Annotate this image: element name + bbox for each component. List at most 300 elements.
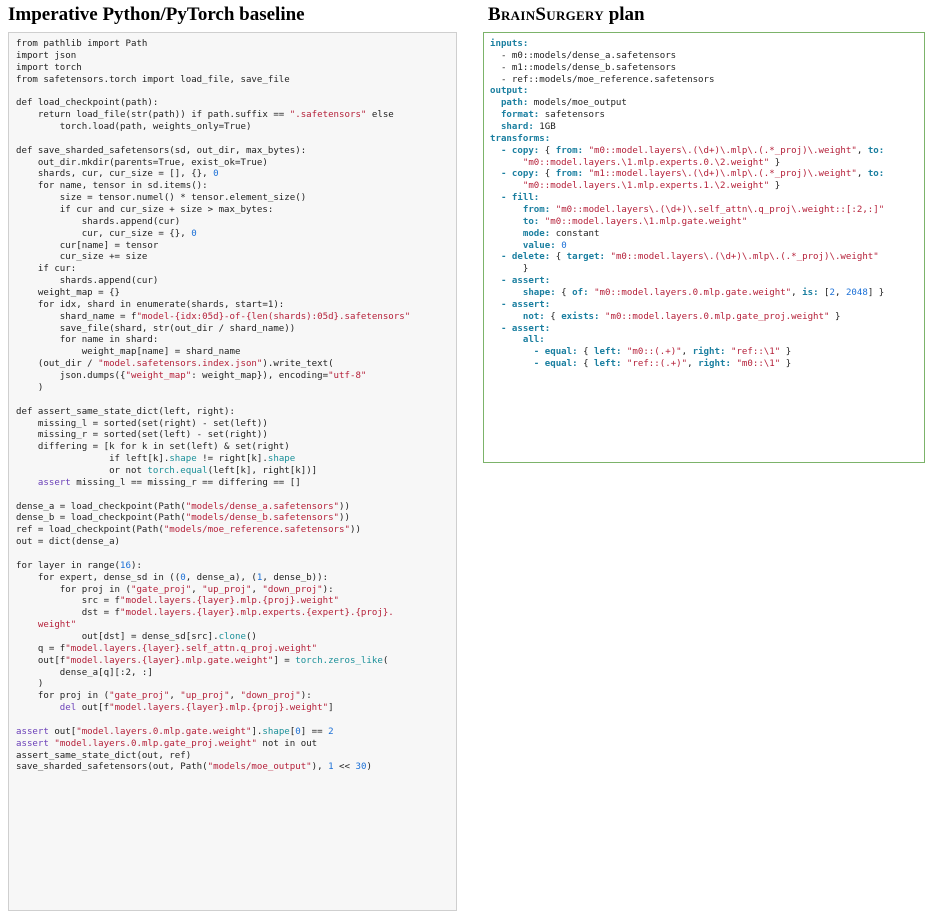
code-line [16,751,410,763]
code-line [16,478,410,490]
code-token: , [251,584,263,595]
code-token: "model.layers.{layer}.mlp.{proj}.weight" [109,703,329,714]
code-line [490,324,884,336]
code-token: torch.zeros_like [295,655,383,666]
code-token: of: [572,288,589,299]
code-token: 0 [295,726,301,737]
code-token: assert [16,738,49,749]
code-line [16,585,410,597]
code-token: out[f [16,655,66,666]
code-token: def save_sharded_safetensors(sd, out_dir, max_bytes): [16,145,307,156]
code-token: - copy: [490,145,540,156]
code-token: out = dict(dense_a) [16,537,121,548]
code-line [490,181,884,193]
code-line [16,537,410,549]
code-token: shape [267,454,296,465]
code-token: - assert: [490,299,551,310]
code-line [16,110,410,122]
code-line [16,715,410,727]
code-token: { [577,347,595,358]
code-token: 2 [328,726,334,737]
code-token: } [780,359,792,370]
code-token: not in out [256,738,318,749]
code-token: 16 [120,560,131,571]
code-token: ) [16,679,44,690]
code-line [490,276,884,288]
code-line [490,122,884,134]
code-token: weight_map[name] = shard_name [16,347,241,358]
code-token: output: [490,86,529,97]
code-token: [ [289,726,296,737]
code-token: cur_size += size [16,252,148,263]
code-line [16,727,410,739]
code-token: (out_dir / [16,359,99,370]
code-token: "m1::model.layers\.(\d+)\.mlp\.(.*_proj)\.weight" [588,169,857,180]
code-token: 2 [829,288,835,299]
code-line [16,454,410,466]
code-token: def load_checkpoint(path): [16,98,159,109]
code-token: to: [867,145,885,156]
code-token: from pathlib import Path [16,39,148,49]
code-token: missing_l == missing_r == differing == [] [70,477,301,488]
code-token: if left[k]. [16,454,170,465]
code-token: 30 [355,762,367,773]
code-token: )) [339,513,350,524]
code-line [16,229,410,241]
code-line [16,513,410,525]
code-token: missing_l = sorted(set(right) - set(left)) [16,418,268,429]
code-line [490,193,884,205]
code-token: for name, tensor in sd.items(): [16,181,208,192]
code-line [16,407,410,419]
code-token: or not [16,465,148,476]
code-token: 1 [328,762,334,773]
code-line [490,229,884,241]
code-token: 1 [256,572,263,583]
code-token: } [490,264,529,275]
code-token: "m0::model.layers\.(\d+)\.mlp\.(.*_proj)\.weight" [610,252,879,263]
code-token: to: [867,169,885,180]
code-token: ) [366,762,372,773]
code-token: "m0::model.layers.0.mlp.gate.weight" [594,288,792,299]
code-line [16,383,410,395]
code-token: shards.append(cur) [16,276,159,287]
code-line [490,146,884,158]
code-line [16,335,410,347]
code-token: "model.safetensors.index.json" [98,359,263,370]
code-token: right: [692,347,726,358]
code-token: , [835,288,846,299]
code-token: [ [818,288,830,299]
code-line [16,430,410,442]
code-token: if cur and cur_size + size > max_bytes: [16,205,274,216]
code-token: constant [550,228,600,239]
code-line [490,335,884,347]
code-token: assert [16,477,71,488]
code-token: 2048 [845,288,868,299]
code-line [16,288,410,300]
code-token: << [333,762,356,773]
code-token: save_sharded_safetensors(out, Path( [16,762,208,773]
code-token: - delete: [490,252,551,263]
code-token: "m0::model.layers.\1.mlp.gate.weight" [544,216,748,227]
code-token: "m0::model.layers\.(\d+)\.self_attn\.q_proj\.weight::[:2,:]" [555,205,885,216]
code-token: cur, cur_size = {}, [16,228,192,239]
code-token: for idx, shard in enumerate(shards, start=1): [16,299,285,310]
code-line [490,252,884,264]
code-token: all: [490,335,545,346]
code-token: ), [311,762,329,773]
code-token: target: [566,252,605,263]
code-token: "ref::(.+)" [626,359,688,370]
code-token: safetensors [539,110,605,121]
code-line [16,217,410,229]
code-line [16,573,410,585]
code-line [16,312,410,324]
code-line [490,205,884,217]
code-token: { [544,311,562,322]
code-line [490,312,884,324]
code-token: } [769,157,781,168]
code-line [490,39,884,51]
code-token: "model.layers.0.mlp.gate_proj.weight" [54,738,257,749]
code-token: out[f [76,703,110,714]
code-token: - m1::models/dense_b.safetensors [490,62,677,73]
code-token: 0 [561,240,567,251]
code-line [490,98,884,110]
code-line [16,502,410,514]
code-line [16,668,410,680]
code-token: for proj in ( [16,584,131,595]
code-token: { [539,145,556,156]
code-token: left: [594,347,622,358]
code-token: - fill: [490,193,540,204]
code-token: left: [594,359,622,370]
code-token: "gate_proj" [130,584,192,595]
code-token: } [829,311,841,322]
code-token: { [550,252,567,263]
code-token: { [577,359,595,370]
code-line [16,703,410,715]
code-token: - equal: [490,359,578,370]
code-line [16,442,410,454]
code-line [490,134,884,146]
code-token: != right[k]. [196,454,268,465]
code-token: clone [218,631,246,642]
code-token: transforms: [490,133,551,144]
code-token: : weight_map}), encoding= [191,371,329,382]
code-token: shard_name = f [16,311,137,322]
code-line [16,762,410,774]
code-token: del [16,703,77,714]
code-token: exists: [561,311,600,322]
code-token: { [555,288,573,299]
code-line [490,169,884,181]
right-panel-title [488,4,645,26]
code-line [16,620,410,632]
left-panel-title: Imperative Python/PyTorch baseline [8,4,305,25]
code-token: "weight_map" [125,371,192,382]
code-token: "ref::\1" [730,347,781,358]
python-code-block [16,39,410,774]
code-token: shards, cur, cur_size = [], {}, [16,169,214,180]
plan-code-block [490,39,884,371]
code-token: def assert_same_state_dict(left, right): [16,406,235,417]
code-line [16,134,410,146]
code-line [490,217,884,229]
code-token: save_file(shard, str(out_dir / shard_name)) [16,323,296,334]
code-token: else [366,110,394,121]
code-token: "model.layers.{layer}.mlp.gate.weight" [65,655,274,666]
code-token: - m0::models/dense_a.safetensors [490,50,677,61]
code-token: , [169,691,181,702]
code-line [16,608,410,620]
code-line [16,63,410,75]
code-token: , [856,145,868,156]
code-token: 0 [180,572,186,583]
code-line [490,51,884,63]
code-token: not: [490,311,545,322]
code-line [490,110,884,122]
code-token: "m0::model.layers.0.mlp.gate_proj.weight" [605,311,830,322]
code-token: "down_proj" [262,584,323,595]
code-token: for name in shard: [16,335,159,346]
code-token: q = f [16,643,66,654]
code-line [490,86,884,98]
code-token: "model.layers.{layer}.mlp.experts.{expert}.{proj}. [120,608,394,619]
code-token: "m0::(.+)" [626,347,682,358]
code-token: path: [490,98,529,109]
code-token: "m0::model.layers.\1.mlp.experts.1.\2.weight" [490,181,770,192]
code-line [16,395,410,407]
code-line [16,644,410,656]
code-token: out[dst] = dense_sd[src]. [16,631,219,642]
code-token: shape: [490,288,556,299]
code-line [16,549,410,561]
code-token: src = f [16,596,121,607]
code-token: "models/dense_b.safetensors" [185,513,340,524]
code-token: ): [322,584,334,595]
code-line [16,205,410,217]
code-line [16,51,410,63]
code-token: "m0::\1" [736,359,781,370]
code-line [16,146,410,158]
code-token: "m0::model.layers\.(\d+)\.mlp\.(.*_proj)\.weight" [588,145,857,156]
code-line [16,169,410,181]
code-token: ref = load_checkpoint(Path( [16,525,164,536]
code-token: out[ [48,726,77,737]
code-token: import json [16,50,77,61]
code-token: - copy: [490,169,540,180]
code-token: ]. [251,726,263,737]
code-line [16,241,410,253]
code-line [16,359,410,371]
code-token: "model-{idx:05d}-of-{len(shards):05d}.safetensors" [136,311,411,322]
code-token: "utf-8" [328,371,367,382]
code-token: shard: [490,122,534,133]
code-line [490,63,884,75]
code-token: "up_proj" [180,691,230,702]
right-panel-title-caps: BrainSurgery [488,4,604,25]
code-token: size = tensor.numel() * tensor.element_size() [16,193,307,204]
code-token: , dense_a), ( [185,572,257,583]
code-token: () [245,631,257,642]
code-token: , [229,691,241,702]
code-token: - equal: [490,347,578,358]
code-token: weight" [16,620,77,631]
code-token: , [856,169,868,180]
code-token: )) [339,501,350,512]
code-token: if cur: [16,264,77,275]
code-token: value: [490,240,556,251]
plan-code-panel [483,32,925,463]
code-token: } [769,181,781,192]
code-token: )) [349,525,361,536]
code-token: ): [130,560,142,571]
code-token: "gate_proj" [109,691,170,702]
code-token: "models/dense_a.safetensors" [185,501,340,512]
code-token: shape [262,726,290,737]
code-token: ] [328,703,334,714]
code-line [16,561,410,573]
code-token: ] = [273,655,296,666]
code-token: models/moe_output [528,98,627,109]
code-token: - assert: [490,323,551,334]
code-token: inputs: [490,39,529,49]
python-code-panel [8,32,457,911]
code-line [16,525,410,537]
code-token: 0 [191,228,197,239]
code-line [16,466,410,478]
code-token: , [687,359,699,370]
code-token: - assert: [490,276,551,287]
code-token: return load_file(str(path)) if path.suffix == [16,110,290,121]
code-token: "models/moe_reference.safetensors" [163,525,350,536]
code-token: dense_a = load_checkpoint(Path( [16,501,186,512]
code-token: ".safetensors" [289,110,367,121]
code-token: "down_proj" [240,691,301,702]
code-line [16,419,410,431]
code-token: cur[name] = tensor [16,240,159,251]
code-token: , [791,288,803,299]
code-token: ).write_text( [262,359,334,370]
code-token: dense_a[q][:2, :] [16,667,153,678]
code-line [16,86,410,98]
code-line [490,241,884,253]
code-line [16,490,410,502]
code-line [16,39,410,51]
code-token: ] } [867,288,885,299]
code-token: for layer in range( [16,560,121,571]
code-token: } [780,347,792,358]
code-token: "model.layers.{layer}.mlp.{proj}.weight" [120,596,340,607]
code-token: format: [490,110,540,121]
code-token: - ref::models/moe_reference.safetensors [490,74,715,85]
code-line [490,264,884,276]
code-line [16,193,410,205]
code-token: dst = f [16,608,121,619]
code-token: is: [802,288,819,299]
code-line [490,347,884,359]
code-line [490,288,884,300]
code-line [16,122,410,134]
code-line [16,739,410,751]
code-token: torch.equal [147,465,208,476]
code-line [16,98,410,110]
code-token: shards.append(cur) [16,216,181,227]
code-token: differing = [k for k in set(left) & set(right) [16,442,290,453]
code-token: ) [16,382,44,393]
code-token: from: [555,169,584,180]
code-line [490,359,884,371]
code-line [16,324,410,336]
code-line [490,75,884,87]
code-token: shape [169,454,197,465]
code-token: { [539,169,556,180]
code-token: "model.layers.0.mlp.gate.weight" [76,726,252,737]
code-line [490,300,884,312]
code-line [16,181,410,193]
code-token: dense_b = load_checkpoint(Path( [16,513,186,524]
code-line [490,158,884,170]
code-token: 0 [213,169,219,180]
code-token: ): [300,691,312,702]
code-token: torch.load(path, weights_only=True) [16,122,252,133]
code-line [16,679,410,691]
code-token: import torch [16,62,82,73]
code-token: right: [698,359,731,370]
code-token: for expert, dense_sd in (( [16,572,181,583]
code-line [16,632,410,644]
code-token: assert [16,726,49,737]
code-token: , dense_b)): [262,572,329,583]
right-panel-title-rest: plan [603,4,645,25]
code-token: for proj in ( [16,691,110,702]
code-line [16,691,410,703]
code-token: mode: [490,228,551,239]
code-line [16,264,410,276]
code-token: weight_map = {} [16,288,121,299]
code-line [16,300,410,312]
code-token: 1GB [533,122,556,133]
code-token: out_dir.mkdir(parents=True, exist_ok=True) [16,157,268,168]
code-token: "model.layers.{layer}.self_attn.q_proj.weight" [65,643,318,654]
code-token: from: [555,145,584,156]
code-line [16,596,410,608]
code-token: json.dumps({ [16,371,126,382]
code-line [16,276,410,288]
code-token: (left[k], right[k])] [207,465,318,476]
code-token: "m0::model.layers.\1.mlp.experts.0.\2.weight" [490,157,770,168]
code-token: to: [490,216,540,227]
code-line [16,656,410,668]
code-token: from safetensors.torch import load_file, save_file [16,74,290,85]
code-token: "up_proj" [202,584,252,595]
code-line [16,347,410,359]
code-token: from: [490,205,551,216]
code-token: assert_same_state_dict(out, ref) [16,750,192,761]
code-token: , [191,584,203,595]
code-line [16,158,410,170]
code-token: "models/moe_output" [207,762,312,773]
code-token: ] == [300,726,329,737]
code-line [16,75,410,87]
code-token: missing_r = sorted(set(left) - set(right)) [16,430,268,441]
code-line [16,252,410,264]
code-token: ( [382,655,389,666]
code-token: , [681,347,693,358]
code-line [16,371,410,383]
